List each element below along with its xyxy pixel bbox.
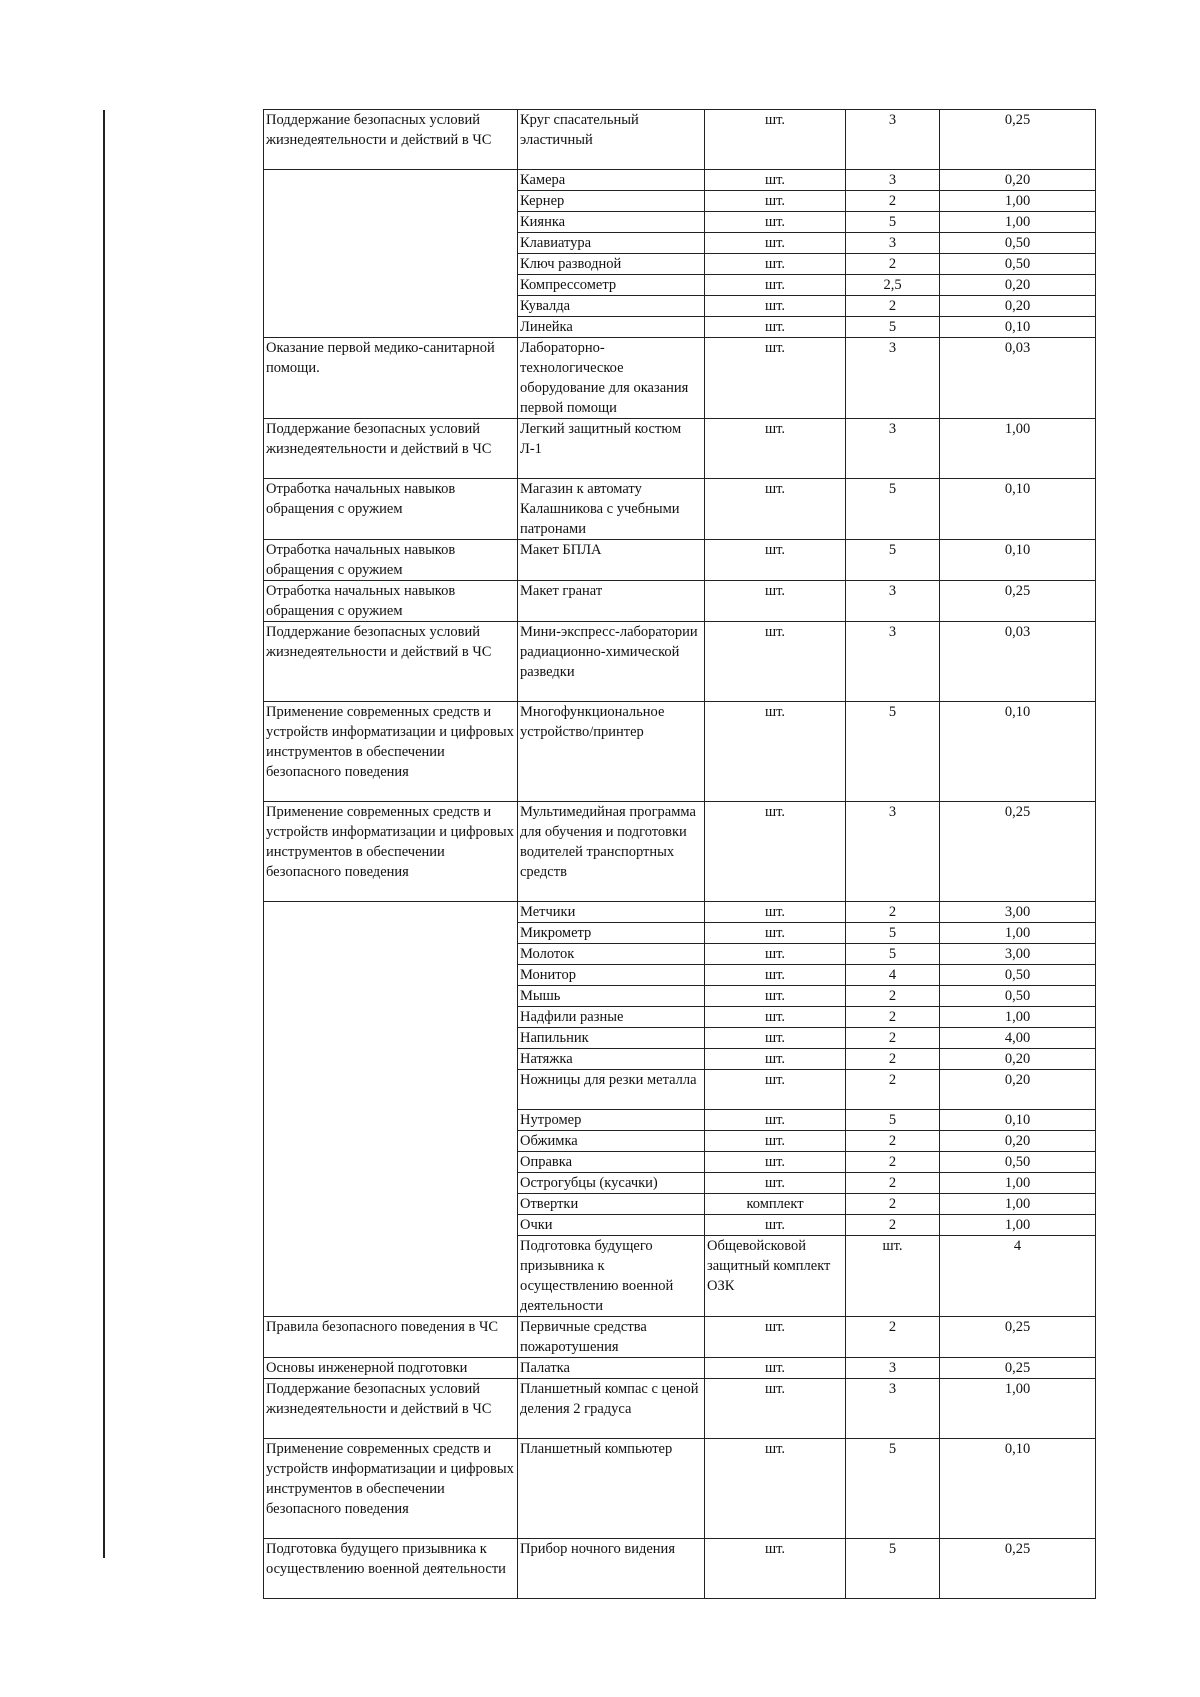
unit-cell: шт. — [705, 296, 846, 317]
coefficient-cell: 0,50 — [940, 986, 1096, 1007]
item-cell: Ключ разводной — [518, 254, 705, 275]
coefficient-cell: 0,20 — [940, 296, 1096, 317]
coefficient-cell: 0,10 — [940, 317, 1096, 338]
item-cell: Мини-экспресс-лаборатории радиационно-химической разведки — [518, 622, 705, 702]
unit-cell: шт. — [705, 1131, 846, 1152]
item-cell: Напильник — [518, 1028, 705, 1049]
category-cell: Отработка начальных навыков обращения с оружием — [264, 479, 518, 540]
item-cell: Микрометр — [518, 923, 705, 944]
unit-cell: шт. — [705, 965, 846, 986]
quantity-cell: 2 — [846, 1131, 940, 1152]
item-cell: Макет БПЛА — [518, 540, 705, 581]
item-cell: Острогубцы (кусачки) — [518, 1173, 705, 1194]
coefficient-cell: 0,20 — [940, 275, 1096, 296]
category-cell: Отработка начальных навыков обращения с оружием — [264, 581, 518, 622]
category-cell: Поддержание безопасных условий жизнедеятельности и действий в ЧС — [264, 110, 518, 170]
coefficient-cell: 0,20 — [940, 1070, 1096, 1110]
unit-cell: шт. — [705, 1028, 846, 1049]
unit-cell: шт. — [705, 702, 846, 802]
quantity-cell: 2 — [846, 1049, 940, 1070]
category-cell: Поддержание безопасных условий жизнедеятельности и действий в ЧС — [264, 1379, 518, 1439]
coefficient-cell: 0,03 — [940, 622, 1096, 702]
item-cell: Планшетный компас с ценой деления 2 градуса — [518, 1379, 705, 1439]
unit-cell: шт. — [705, 110, 846, 170]
quantity-cell: 3 — [846, 1379, 940, 1439]
coefficient-cell: 0,25 — [940, 110, 1096, 170]
coefficient-cell: 0,25 — [940, 581, 1096, 622]
coefficient-cell: 0,25 — [940, 1539, 1096, 1599]
quantity-cell: 2,5 — [846, 275, 940, 296]
quantity-cell: 5 — [846, 1539, 940, 1599]
item-cell: Обжимка — [518, 1131, 705, 1152]
unit-cell: шт. — [705, 1317, 846, 1358]
quantity-cell: 4 — [940, 1236, 1096, 1317]
quantity-cell: 3 — [846, 338, 940, 419]
quantity-cell: 3 — [846, 581, 940, 622]
quantity-cell: 2 — [846, 254, 940, 275]
coefficient-cell: 1,00 — [940, 1194, 1096, 1215]
quantity-cell: 3 — [846, 1358, 940, 1379]
unit-cell: шт. — [705, 191, 846, 212]
quantity-cell: 2 — [846, 902, 940, 923]
coefficient-cell: 4,00 — [940, 1028, 1096, 1049]
item-cell: Кернер — [518, 191, 705, 212]
equipment-table-body — [264, 110, 1096, 1599]
quantity-cell: 2 — [846, 1317, 940, 1358]
coefficient-cell: 3,00 — [940, 944, 1096, 965]
coefficient-cell: 0,25 — [940, 1358, 1096, 1379]
quantity-cell: 3 — [846, 110, 940, 170]
quantity-cell: 5 — [846, 702, 940, 802]
quantity-cell: 2 — [846, 1070, 940, 1110]
quantity-cell: 5 — [846, 1110, 940, 1131]
quantity-cell: 2 — [846, 986, 940, 1007]
unit-cell: шт. — [705, 1215, 846, 1236]
unit-cell: шт. — [705, 986, 846, 1007]
coefficient-cell: 1,00 — [940, 1215, 1096, 1236]
quantity-cell: 5 — [846, 540, 940, 581]
coefficient-cell: 0,50 — [940, 254, 1096, 275]
table-row — [264, 902, 1096, 923]
item-cell: Лабораторно-технологическое оборудование для оказания первой помощи — [518, 338, 705, 419]
unit-cell: шт. — [705, 1379, 846, 1439]
unit-cell: шт. — [705, 479, 846, 540]
item-cell: Макет гранат — [518, 581, 705, 622]
equipment-table — [263, 109, 1096, 1599]
category-cell: Подготовка будущего призывника к осуществлению военной деятельности — [264, 1539, 518, 1599]
item-cell: Метчики — [518, 902, 705, 923]
quantity-cell: 5 — [846, 944, 940, 965]
category-cell: Подготовка будущего призывника к осуществлению военной деятельности — [518, 1236, 705, 1317]
item-cell: Магазин к автомату Калашникова с учебными патронами — [518, 479, 705, 540]
table-row — [264, 419, 1096, 479]
unit-cell: шт. — [705, 1358, 846, 1379]
quantity-cell: 3 — [846, 170, 940, 191]
category-cell: Правила безопасного поведения в ЧС — [264, 1317, 518, 1358]
unit-cell: шт. — [705, 1110, 846, 1131]
table-row — [264, 622, 1096, 702]
coefficient-cell: 1,00 — [940, 419, 1096, 479]
coefficient-cell: 0,10 — [940, 1439, 1096, 1539]
table-row — [264, 540, 1096, 581]
unit-cell: шт. — [705, 170, 846, 191]
quantity-cell: 2 — [846, 296, 940, 317]
quantity-cell: 3 — [846, 802, 940, 902]
unit-cell: шт. — [705, 233, 846, 254]
table-row — [264, 1317, 1096, 1358]
coefficient-cell: 1,00 — [940, 923, 1096, 944]
table-row — [264, 1379, 1096, 1439]
coefficient-cell: 0,25 — [940, 802, 1096, 902]
unit-cell: шт. — [705, 902, 846, 923]
unit-cell: шт. — [705, 944, 846, 965]
item-cell: Отвертки — [518, 1194, 705, 1215]
item-cell: Легкий защитный костюм Л-1 — [518, 419, 705, 479]
coefficient-cell: 1,00 — [940, 212, 1096, 233]
item-cell: Натяжка — [518, 1049, 705, 1070]
item-cell: Палатка — [518, 1358, 705, 1379]
quantity-cell: 2 — [846, 191, 940, 212]
quantity-cell: 2 — [846, 1194, 940, 1215]
quantity-cell: 2 — [846, 1028, 940, 1049]
unit-cell: шт. — [705, 1173, 846, 1194]
coefficient-cell: 0,10 — [940, 702, 1096, 802]
table-row — [264, 1358, 1096, 1379]
coefficient-cell: 3,00 — [940, 902, 1096, 923]
quantity-cell: 2 — [846, 1152, 940, 1173]
unit-cell: шт. — [705, 1439, 846, 1539]
item-cell: Мультимедийная программа для обучения и подготовки водителей транспортных средств — [518, 802, 705, 902]
table-row — [264, 338, 1096, 419]
coefficient-cell: 0,03 — [940, 338, 1096, 419]
quantity-cell: 3 — [846, 622, 940, 702]
item-cell: Линейка — [518, 317, 705, 338]
quantity-cell: 5 — [846, 479, 940, 540]
coefficient-cell: 0,20 — [940, 1131, 1096, 1152]
unit-cell: шт. — [705, 923, 846, 944]
item-cell: Очки — [518, 1215, 705, 1236]
table-row — [264, 802, 1096, 902]
unit-cell: шт. — [705, 802, 846, 902]
unit-cell: шт. — [705, 254, 846, 275]
quantity-cell: 2 — [846, 1215, 940, 1236]
item-cell: Планшетный компьютер — [518, 1439, 705, 1539]
category-cell: Поддержание безопасных условий жизнедеятельности и действий в ЧС — [264, 622, 518, 702]
unit-cell: шт. — [705, 581, 846, 622]
table-row — [264, 702, 1096, 802]
unit-cell: шт. — [705, 419, 846, 479]
left-margin-line — [103, 110, 105, 1558]
unit-cell: шт. — [705, 1070, 846, 1110]
table-row — [264, 110, 1096, 170]
item-cell: Компрессометр — [518, 275, 705, 296]
coefficient-cell: 0,25 — [940, 1317, 1096, 1358]
coefficient-cell: 0,20 — [940, 1049, 1096, 1070]
item-cell: Прибор ночного видения — [518, 1539, 705, 1599]
category-cell — [264, 902, 518, 1317]
coefficient-cell: 0,50 — [940, 233, 1096, 254]
quantity-cell: 3 — [846, 419, 940, 479]
unit-cell: шт. — [705, 1007, 846, 1028]
item-cell: Кувалда — [518, 296, 705, 317]
category-cell: Оказание первой медико-санитарной помощи. — [264, 338, 518, 419]
coefficient-cell: 0,20 — [940, 170, 1096, 191]
table-row — [264, 170, 1096, 191]
quantity-cell: 2 — [846, 1173, 940, 1194]
category-cell: Поддержание безопасных условий жизнедеятельности и действий в ЧС — [264, 419, 518, 479]
item-cell: Молоток — [518, 944, 705, 965]
unit-cell: шт. — [705, 622, 846, 702]
item-cell: Мышь — [518, 986, 705, 1007]
table-row — [264, 1539, 1096, 1599]
item-cell: Нутромер — [518, 1110, 705, 1131]
item-cell: Монитор — [518, 965, 705, 986]
item-cell: Первичные средства пожаротушения — [518, 1317, 705, 1358]
quantity-cell: 4 — [846, 965, 940, 986]
quantity-cell: 5 — [846, 923, 940, 944]
table-row — [264, 479, 1096, 540]
item-cell: Ножницы для резки металла — [518, 1070, 705, 1110]
coefficient-cell: 0,50 — [940, 965, 1096, 986]
quantity-cell: 5 — [846, 212, 940, 233]
coefficient-cell: 0,10 — [940, 1110, 1096, 1131]
item-cell: Камера — [518, 170, 705, 191]
coefficient-cell: 0,10 — [940, 540, 1096, 581]
item-cell: Киянка — [518, 212, 705, 233]
unit-cell: шт. — [705, 317, 846, 338]
coefficient-cell: 0,50 — [940, 1152, 1096, 1173]
item-cell: Клавиатура — [518, 233, 705, 254]
item-cell: Надфили разные — [518, 1007, 705, 1028]
unit-cell: шт. — [705, 275, 846, 296]
unit-cell: комплект — [705, 1194, 846, 1215]
category-cell: Применение современных средств и устройств информатизации и цифровых инструментов в обеспечении безопасного поведения — [264, 1439, 518, 1539]
unit-cell: шт. — [705, 212, 846, 233]
item-cell: Круг спасательный эластичный — [518, 110, 705, 170]
unit-cell: шт. — [705, 338, 846, 419]
coefficient-cell: 1,00 — [940, 1379, 1096, 1439]
unit-cell: шт. — [705, 1152, 846, 1173]
coefficient-cell: 0,10 — [940, 479, 1096, 540]
category-cell: Применение современных средств и устройств информатизации и цифровых инструментов в обеспечении безопасного поведения — [264, 702, 518, 802]
coefficient-cell: 1,00 — [940, 1007, 1096, 1028]
table-row — [264, 581, 1096, 622]
item-cell: Многофункциональное устройство/принтер — [518, 702, 705, 802]
unit-cell: шт. — [705, 540, 846, 581]
category-cell: Основы инженерной подготовки — [264, 1358, 518, 1379]
category-cell — [264, 170, 518, 338]
item-cell: Общевойсковой защитный комплект ОЗК — [705, 1236, 846, 1317]
quantity-cell: 5 — [846, 1439, 940, 1539]
category-cell: Отработка начальных навыков обращения с оружием — [264, 540, 518, 581]
category-cell: Применение современных средств и устройств информатизации и цифровых инструментов в обеспечении безопасного поведения — [264, 802, 518, 902]
quantity-cell: 5 — [846, 317, 940, 338]
unit-cell: шт. — [846, 1236, 940, 1317]
table-row — [264, 1439, 1096, 1539]
item-cell: Оправка — [518, 1152, 705, 1173]
quantity-cell: 2 — [846, 1007, 940, 1028]
quantity-cell: 3 — [846, 233, 940, 254]
coefficient-cell: 1,00 — [940, 1173, 1096, 1194]
unit-cell: шт. — [705, 1539, 846, 1599]
unit-cell: шт. — [705, 1049, 846, 1070]
coefficient-cell: 1,00 — [940, 191, 1096, 212]
